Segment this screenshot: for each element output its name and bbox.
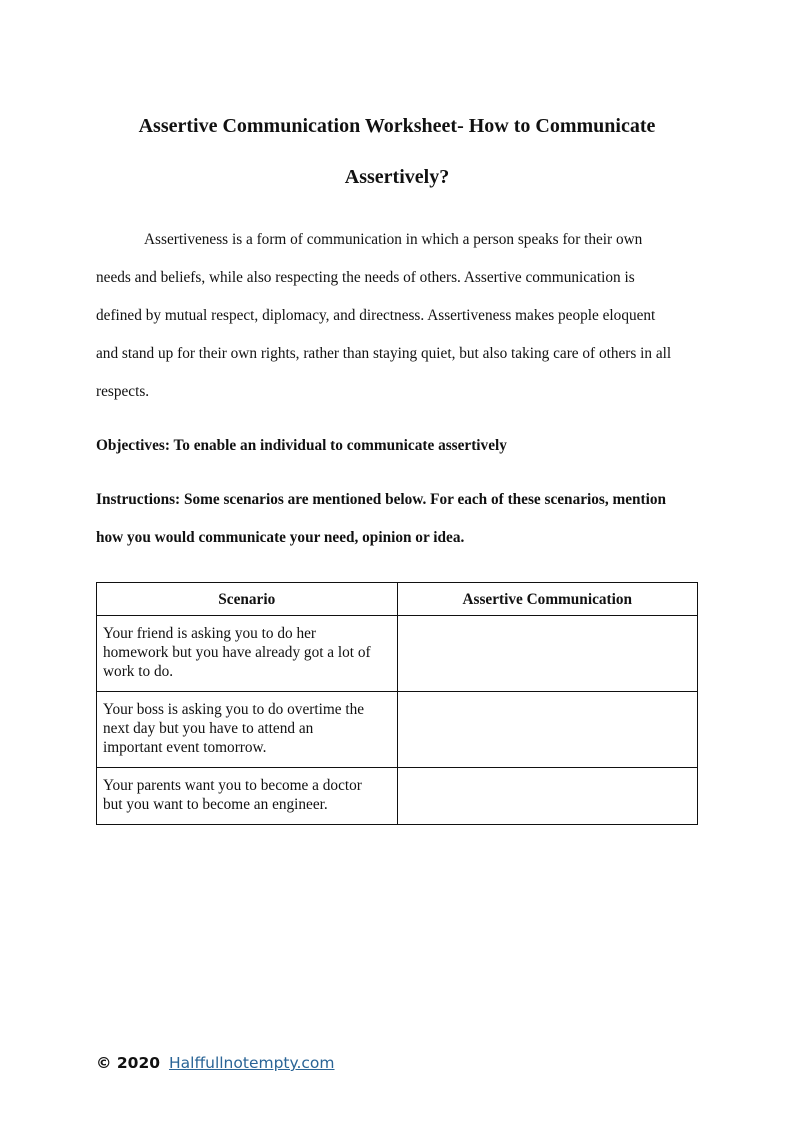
page-title-line-2: Assertively? (344, 166, 450, 188)
scenario-line: work to do. (103, 663, 174, 680)
scenario-line: Your boss is asking you to do overtime the (103, 701, 365, 718)
instructions-line: how you would communicate your need, opinion or idea. (96, 529, 465, 546)
intro-line: Assertiveness is a form of communication in which a person speaks for their own (144, 231, 643, 248)
objectives-heading: Objectives: To enable an individual to communicate assertively (96, 437, 507, 454)
table-header-row (97, 583, 698, 616)
column-header-assertive-communication: Assertive Communication (397, 583, 698, 616)
page-footer (96, 1053, 335, 1073)
response-cell[interactable] (397, 616, 698, 692)
intro-line: and stand up for their own rights, rather than staying quiet, but also taking care of others in all (96, 345, 672, 362)
page-title-line-1: Assertive Communication Worksheet- How to Communicate (138, 115, 656, 137)
instructions-text (96, 481, 666, 557)
intro-line: needs and beliefs, while also respecting the needs of others. Assertive communication is (96, 269, 635, 286)
table-row (97, 616, 698, 692)
table-row (97, 692, 698, 768)
scenario-cell (97, 768, 398, 825)
intro-paragraph (96, 221, 706, 411)
scenario-cell (97, 692, 398, 768)
scenario-line: Your friend is asking you to do her (103, 625, 317, 642)
website-link[interactable]: Halffullnotempty.com (168, 1054, 335, 1072)
response-cell[interactable] (397, 768, 698, 825)
copyright-text: © 2020 (96, 1054, 161, 1072)
scenario-line: Your parents want you to become a doctor (103, 777, 362, 794)
scenario-line: next day but you have to attend an (103, 720, 314, 737)
scenario-line: homework but you have already got a lot of (103, 644, 371, 661)
column-header-scenario: Scenario (97, 583, 398, 616)
response-cell[interactable] (397, 692, 698, 768)
scenario-line: but you want to become an engineer. (103, 796, 328, 813)
scenario-cell (97, 616, 398, 692)
instructions-line: Instructions: Some scenarios are mentioned below. For each of these scenarios, mention (96, 491, 667, 508)
scenario-table (96, 582, 698, 825)
table-row (97, 768, 698, 825)
scenario-line: important event tomorrow. (103, 739, 267, 756)
intro-line: defined by mutual respect, diplomacy, and directness. Assertiveness makes people eloquent (96, 307, 656, 324)
intro-line: respects. (96, 383, 150, 400)
